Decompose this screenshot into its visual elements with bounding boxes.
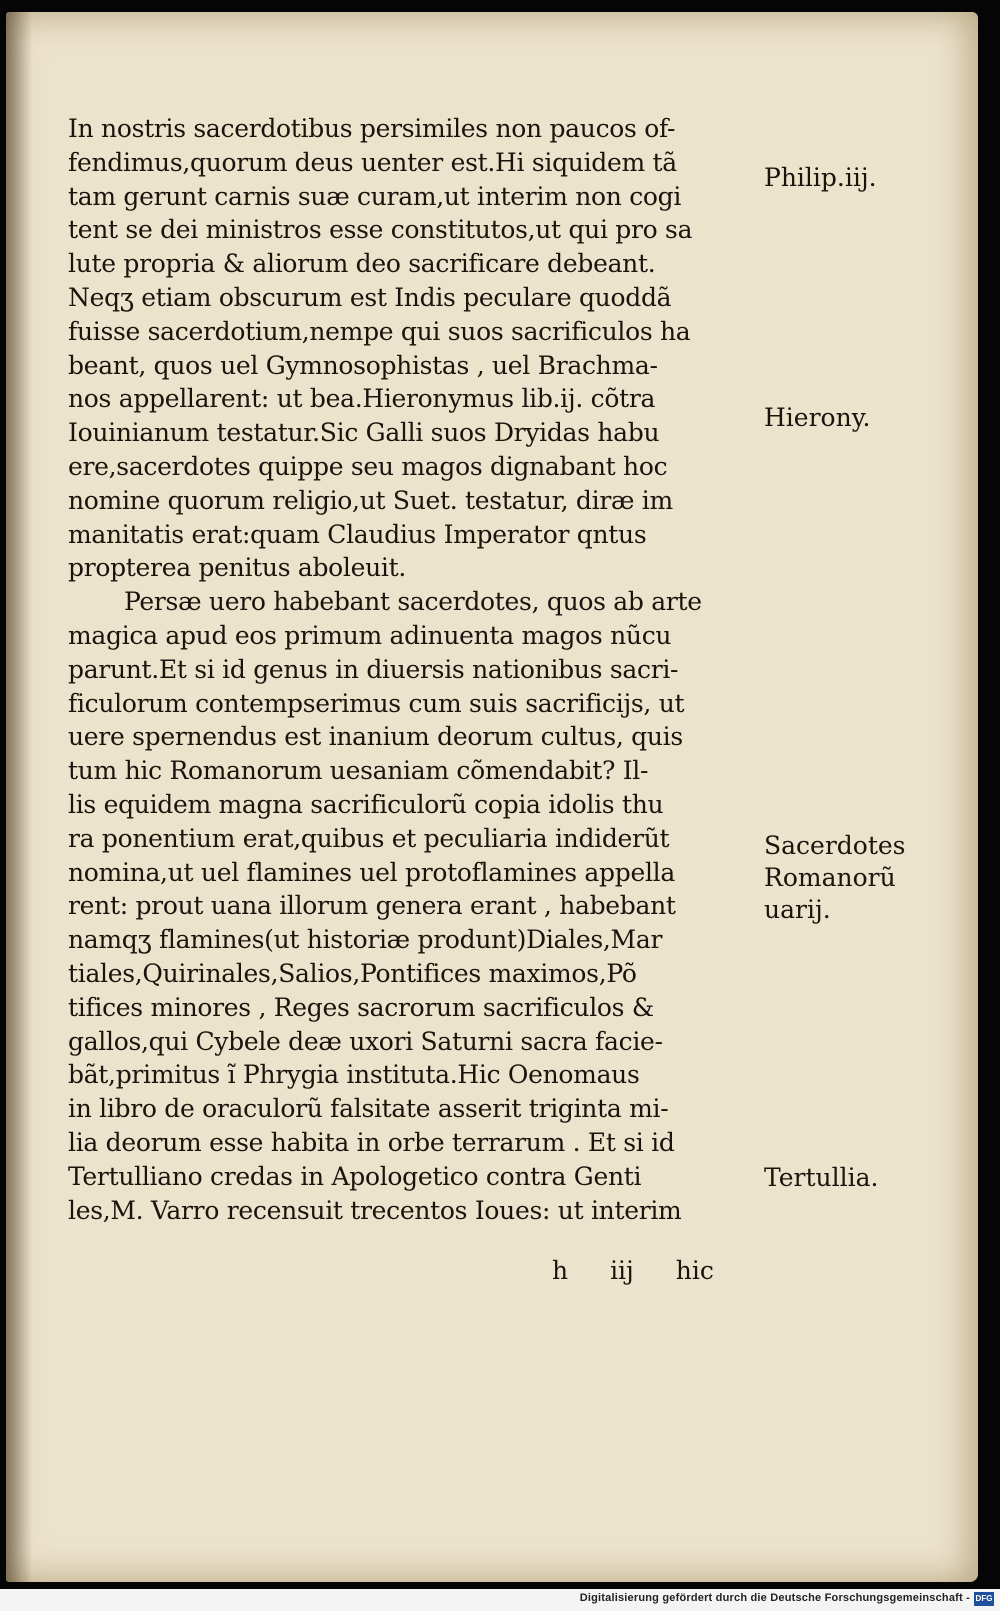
paragraph-start-line: Persæ uero habebant sacerdotes, quos ab arte — [124, 587, 702, 617]
book-page — [6, 12, 978, 1582]
text-line: nomina,ut uel flamines uel protoflamines appella — [68, 857, 675, 887]
dfg-logo: DFG — [974, 1592, 994, 1606]
signature-number: iij — [610, 1256, 634, 1285]
signature-catchword-line — [552, 1256, 714, 1285]
digitization-footer — [0, 1589, 1000, 1611]
margin-note-tertullia: Tertullia. — [764, 1163, 879, 1192]
text-line: tam gerunt carnis suæ curam,ut interim non cogi — [68, 181, 682, 211]
text-line: Tertulliano credas in Apologetico contra Genti — [68, 1161, 642, 1191]
text-line: lia deorum esse habita in orbe terrarum . Et si id — [68, 1127, 675, 1157]
text-line: tent se dei ministros esse constitutos,ut qui pro sa — [68, 215, 693, 245]
main-text-block — [68, 112, 768, 1227]
footer-credit-text: Digitalisierung gefördert durch die Deutsche Forschungsgemeinschaft - — [579, 1592, 970, 1604]
text-line: Neqʒ etiam obscurum est Indis peculare quoddã — [68, 282, 672, 312]
text-line: fuisse sacerdotium,nempe qui suos sacrificulos ha — [68, 316, 691, 346]
text-line: uere spernendus est inanium deorum cultus, quis — [68, 722, 683, 752]
text-line: tiales,Quirinales,Salios,Pontifices maximos,Põ — [68, 958, 637, 988]
text-line: gallos,qui Cybele deæ uxori Saturni sacra facie- — [68, 1026, 663, 1056]
text-line: fendimus,quorum deus uenter est.Hi siquidem tã — [68, 147, 677, 177]
margin-note-uarij: uarij. — [764, 895, 831, 924]
text-line: in libro de oraculorũ falsitate asserit triginta mi- — [68, 1094, 669, 1124]
margin-note-sacerdotes: Sacerdotes — [764, 831, 906, 860]
text-line: lis equidem magna sacrificulorũ copia idolis thu — [68, 789, 664, 819]
text-line: nomine quorum religio,ut Suet. testatur, diræ im — [68, 485, 673, 515]
page-gutter-shadow — [6, 12, 32, 1582]
text-line: propterea penitus aboleuit. — [68, 553, 407, 583]
text-line: Iouinianum testatur.Sic Galli suos Dryidas habu — [68, 418, 660, 448]
text-line: lute propria & aliorum deo sacrificare debeant. — [68, 249, 656, 279]
catchword: hic — [675, 1256, 714, 1285]
margin-note-romanorum: Romanorũ — [764, 863, 896, 892]
text-line: bãt,primitus ĩ Phrygia instituta.Hic Oenomaus — [68, 1060, 640, 1090]
margin-note-philip: Philip.iij. — [764, 163, 877, 192]
text-line: ra ponentium erat,quibus et peculiaria indiderũt — [68, 823, 670, 853]
text-line: magica apud eos primum adinuenta magos nũcu — [68, 620, 672, 650]
text-line: tum hic Romanorum uesaniam cõmendabit? Il- — [68, 756, 649, 786]
text-line: manitatis erat:quam Claudius Imperator qntus — [68, 519, 647, 549]
text-line: ficulorum contempserimus cum suis sacrificijs, ut — [68, 688, 685, 718]
text-line: beant, quos uel Gymnosophistas , uel Brachma- — [68, 350, 658, 380]
text-line: les,M. Varro recensuit trecentos Ioues: ut interim — [68, 1195, 682, 1225]
text-line: tifices minores , Reges sacrorum sacrificulos & — [68, 992, 654, 1022]
margin-note-hierony: Hierony. — [764, 403, 871, 432]
text-line: ere,sacerdotes quippe seu magos dignabant hoc — [68, 451, 668, 481]
text-line: namqʒ flamines(ut historiæ produnt)Diales,Mar — [68, 925, 663, 955]
text-line: nos appellarent: ut bea.Hieronymus lib.ij. cõtra — [68, 384, 656, 414]
signature-letter: h — [552, 1256, 569, 1285]
text-line: In nostris sacerdotibus persimiles non paucos of- — [68, 114, 676, 143]
text-line: rent: prout uana illorum genera erant , habebant — [68, 891, 676, 921]
text-line: parunt.Et si id genus in diuersis nationibus sacri- — [68, 654, 679, 684]
